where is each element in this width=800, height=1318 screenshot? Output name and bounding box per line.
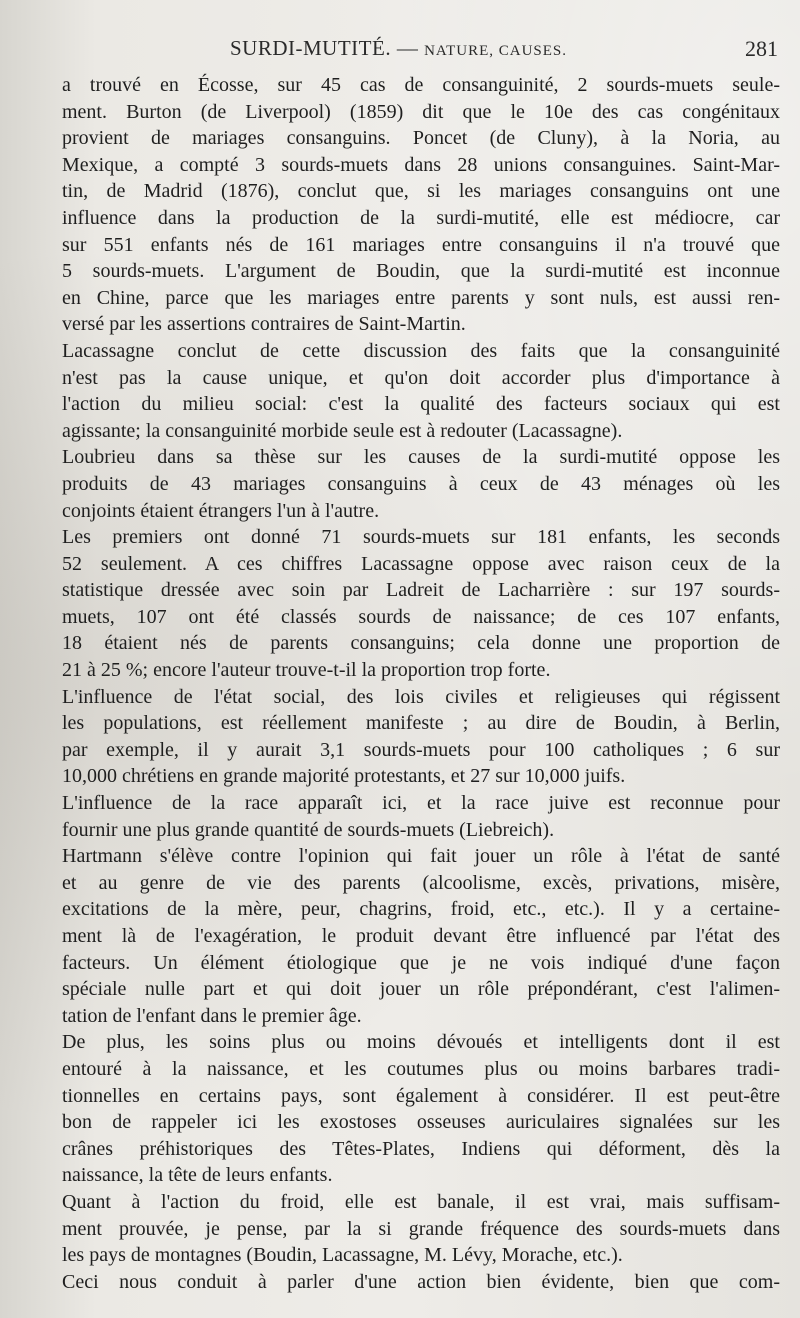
text-line: l'action du milieu social: c'est la qualité des facteurs sociaux qui est — [62, 393, 780, 416]
page-number: 281 — [745, 36, 778, 61]
text-line: et au genre de vie des parents (alcoolisme, excès, privations, misère, — [62, 871, 780, 894]
text-line: les pays de montagnes (Boudin, Lacassagne, M. Lévy, Morache, etc.). — [62, 1244, 623, 1267]
text-line: spéciale nulle part et qui doit jouer un rôle prépondérant, c'est l'alimen- — [62, 978, 780, 1001]
text-line: ment. Burton (de Liverpool) (1859) dit que le 10e des cas congénitaux — [62, 100, 780, 123]
text-line: muets, 107 ont été classés sourds de naissance; de ces 107 enfants, — [62, 605, 780, 628]
text-line: tation de l'enfant dans le premier âge. — [62, 1004, 362, 1027]
running-title-sub: NATURE, CAUSES. — [424, 43, 568, 59]
text-line: par exemple, il y aurait 3,1 sourds-muets pour 100 catholiques ; 6 sur — [62, 738, 780, 761]
text-line: Quant à l'action du froid, elle est banale, il est vrai, mais suffisam- — [62, 1190, 780, 1213]
text-line: n'est pas la cause unique, et qu'on doit accorder plus d'importance à — [62, 366, 780, 389]
text-line: bon de rappeler ici les exostoses osseuses auriculaires signalées sur les — [62, 1111, 780, 1134]
text-line: L'influence de la race apparaît ici, et la race juive est reconnue pour — [62, 792, 780, 815]
text-line: 18 étaient nés de parents consanguins; cela donne une proportion de — [62, 632, 780, 655]
text-line: naissance, la tête de leurs enfants. — [62, 1164, 333, 1187]
text-line: conjoints étaient étrangers l'un à l'autre. — [62, 499, 380, 522]
text-line: sur 551 enfants nés de 161 mariages entre consanguins il n'a trouvé que — [62, 233, 780, 256]
text-line: Hartmann s'élève contre l'opinion qui fait jouer un rôle à l'état de santé — [62, 845, 780, 868]
text-line: influence dans la production de la surdi-mutité, elle est médiocre, car — [62, 206, 780, 229]
text-line: Ceci nous conduit à parler d'une action bien évidente, bien que com- — [62, 1270, 780, 1293]
running-title-main: SURDI-MUTITÉ. — — [230, 36, 425, 60]
text-line: agissante; la consanguinité morbide seule est à redouter (Lacassagne). — [62, 419, 623, 442]
text-line: a trouvé en Écosse, sur 45 cas de consanguinité, 2 sourds-muets seule- — [62, 74, 780, 96]
text-line: fournir une plus grande quantité de sourds-muets (Liebreich). — [62, 818, 555, 841]
text-line: 10,000 chrétiens en grande majorité protestants, et 27 sur 10,000 juifs. — [62, 765, 626, 788]
text-line: versé par les assertions contraires de Saint-Martin. — [62, 313, 466, 336]
text-line: excitations de la mère, peur, chagrins, froid, etc., etc.). Il y a certaine- — [62, 898, 780, 921]
text-line: 52 seulement. A ces chiffres Lacassagne oppose avec raison ceux de la — [62, 552, 780, 575]
text-line: L'influence de l'état social, des lois civiles et religieuses qui régissent — [62, 685, 780, 708]
text-line: crânes préhistoriques des Têtes-Plates, Indiens qui déforment, dès la — [62, 1137, 780, 1160]
text-line: produits de 43 mariages consanguins à ceux de 43 ménages où les — [62, 472, 780, 495]
text-line: les populations, est réellement manifeste ; au dire de Boudin, à Berlin, — [62, 712, 780, 735]
text-line: tin, de Madrid (1876), conclut que, si les mariages consanguins ont une — [62, 180, 780, 203]
text-line: Mexique, a compté 3 sourds-muets dans 28 unions consanguines. Saint-Mar- — [62, 153, 780, 176]
text-line: De plus, les soins plus ou moins dévoués et intelligents dont il est — [62, 1031, 780, 1054]
text-line: tionnelles en certains pays, sont également à considérer. Il est peut-être — [62, 1084, 780, 1107]
text-line: statistique dressée avec soin par Ladreit de Lacharrière : sur 197 sourds- — [62, 579, 780, 602]
text-line: provient de mariages consanguins. Poncet (de Cluny), à la Noria, au — [62, 127, 780, 150]
running-header — [60, 36, 780, 70]
text-line: en Chine, parce que les mariages entre parents y sont nuls, est aussi ren- — [62, 286, 780, 309]
text-line: ment là de l'exagération, le produit devant être influencé par l'état des — [62, 925, 780, 947]
text-line: facteurs. Un élément étiologique que je ne vois indiqué d'une façon — [62, 951, 780, 974]
text-line: 21 à 25 %; encore l'auteur trouve-t-il la proportion trop forte. — [62, 659, 551, 682]
text-line: Les premiers ont donné 71 sourds-muets sur 181 enfants, les seconds — [62, 526, 780, 549]
text-line: entouré à la naissance, et les coutumes plus ou moins barbares tradi- — [62, 1057, 780, 1080]
running-title — [230, 36, 567, 61]
text-line: 5 sourds-muets. L'argument de Boudin, que la surdi-mutité est inconnue — [62, 260, 780, 283]
text-line: ment prouvée, je pense, par la si grande fréquence des sourds-muets dans — [62, 1217, 780, 1240]
text-line: Loubrieu dans sa thèse sur les causes de la surdi-mutité oppose les — [62, 446, 780, 469]
body-text — [62, 72, 780, 1295]
text-line: Lacassagne conclut de cette discussion des faits que la consanguinité — [62, 339, 780, 362]
